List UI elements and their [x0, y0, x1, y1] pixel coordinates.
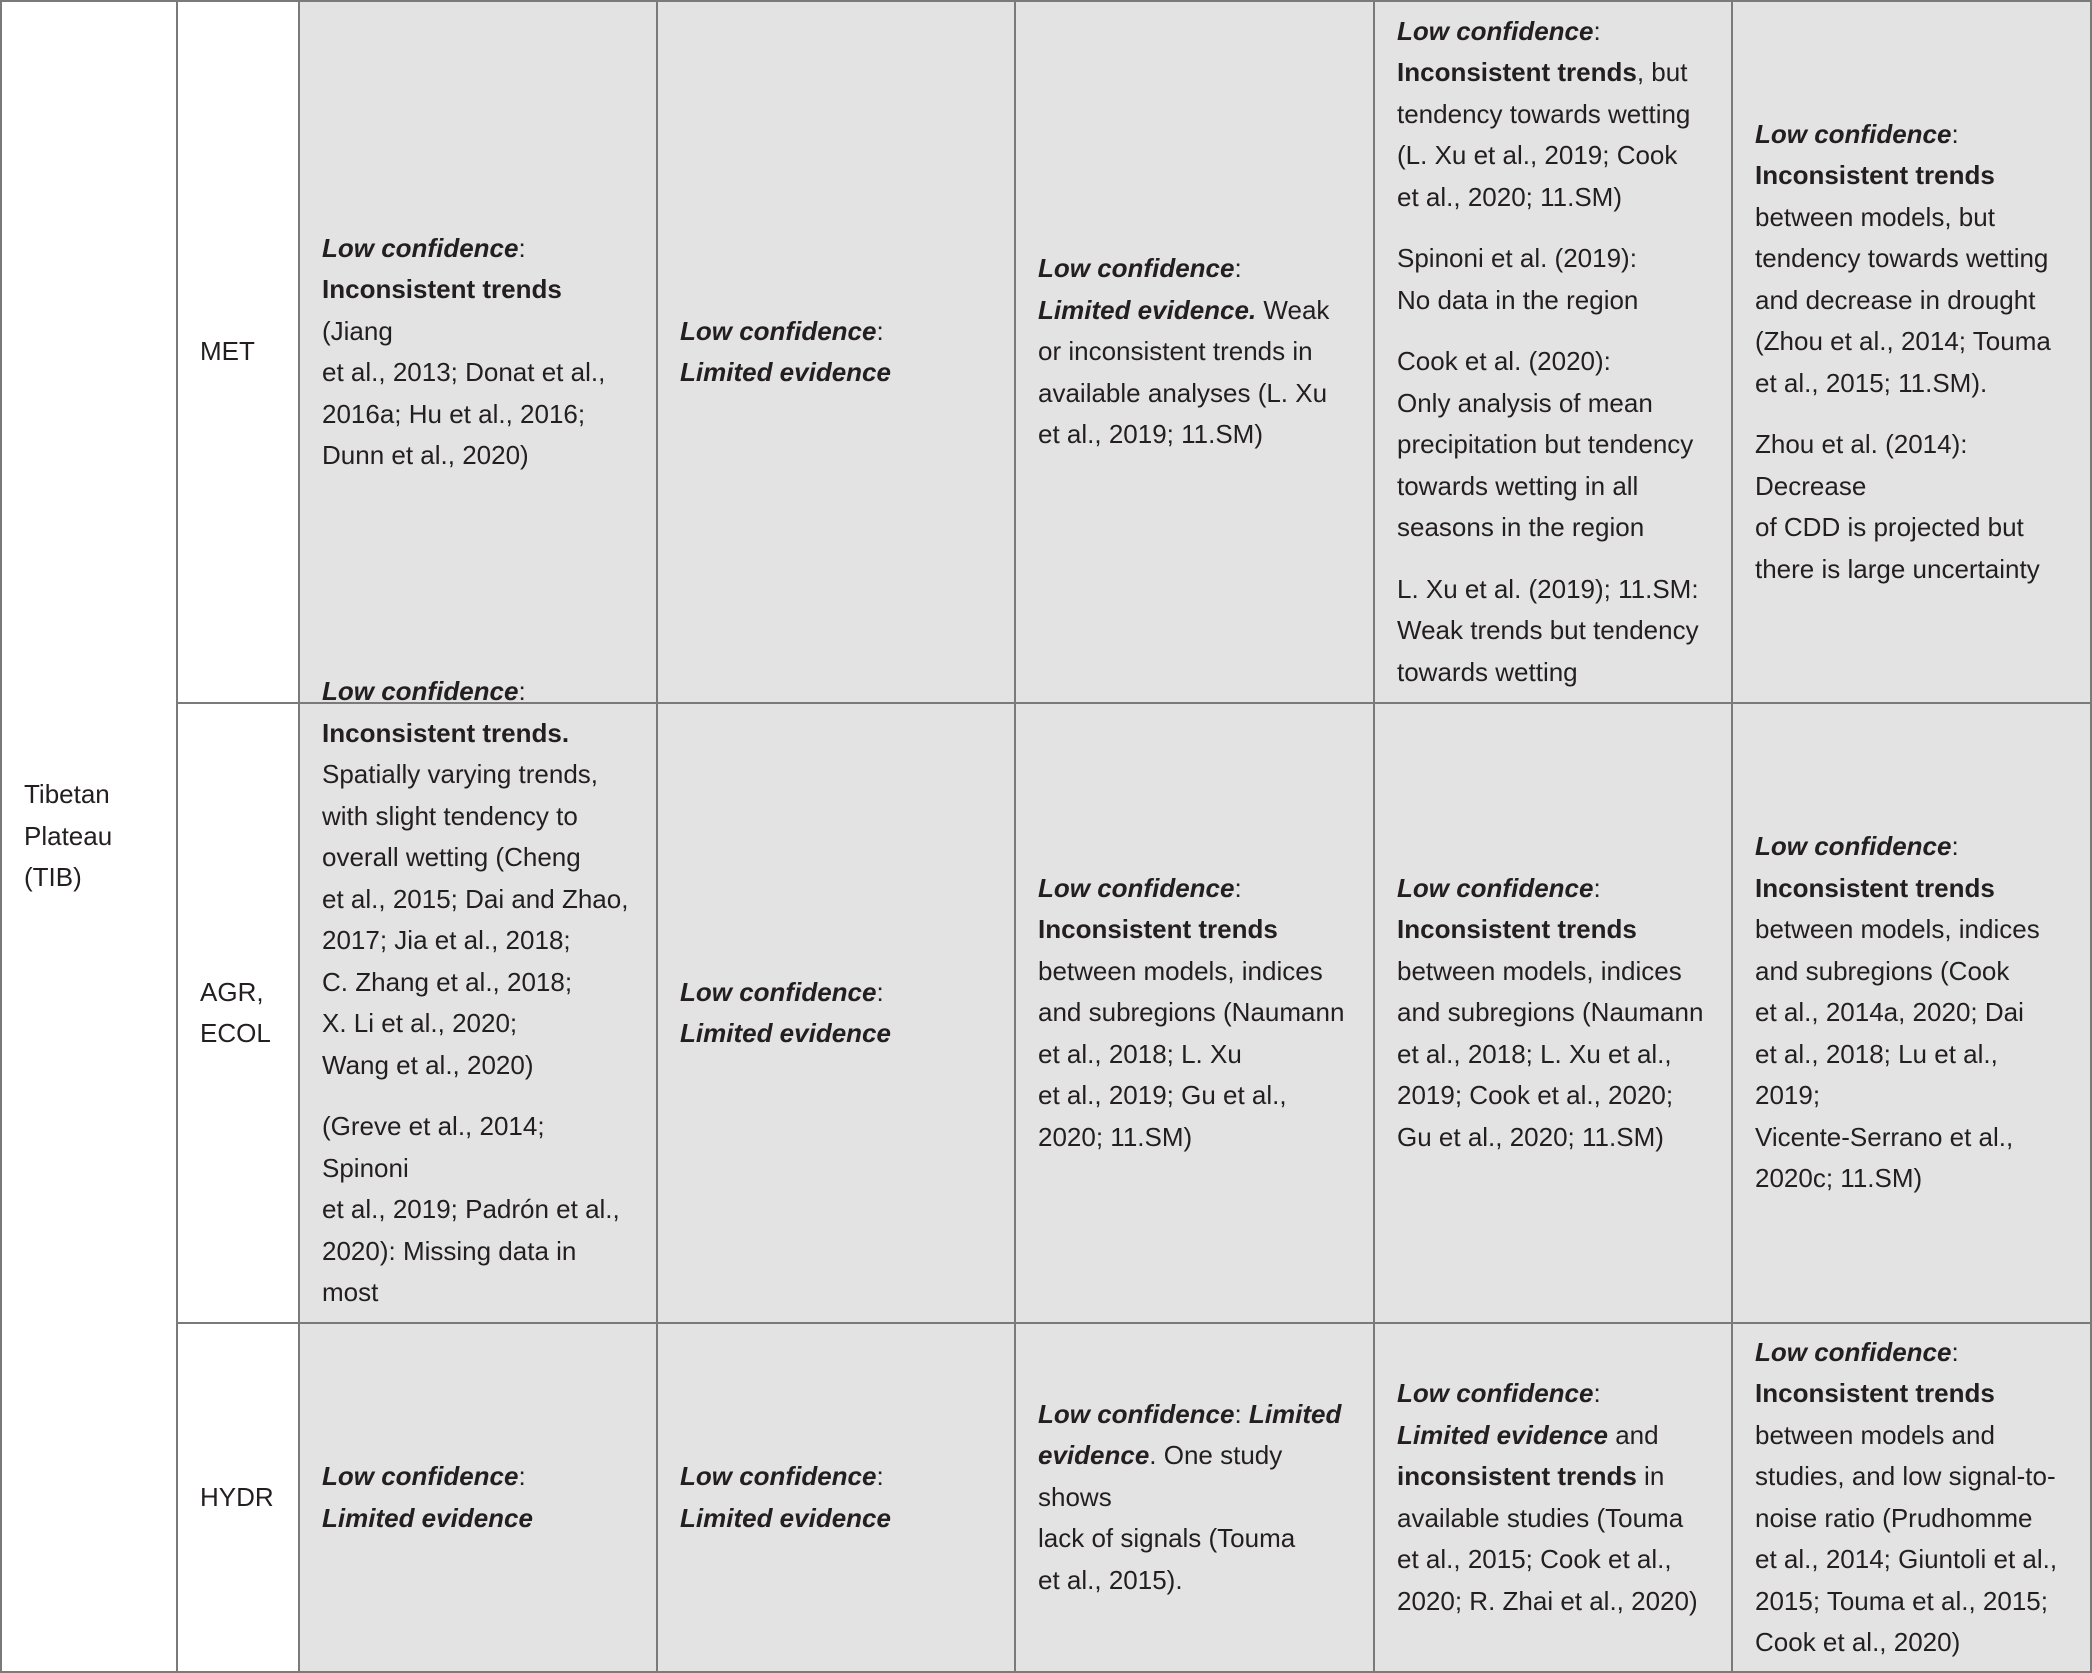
text-line [1755, 1581, 2070, 1623]
text-line [1397, 52, 1711, 94]
text-segment: Low confidence [1038, 872, 1235, 903]
observed-trends-cell [298, 676, 658, 1324]
text-line [1038, 1435, 1353, 1518]
cell-paragraph [1397, 868, 1711, 1159]
human-contribution-cell [656, 0, 1016, 704]
text-line [1038, 1394, 1353, 1436]
text-line [1755, 363, 2070, 405]
cell-paragraph [1397, 11, 1711, 219]
text-segment: tendency towards wetting [1755, 243, 2049, 274]
text-line [322, 1189, 636, 1231]
text-segment: Low confidence [1397, 1378, 1594, 1408]
text-segment: et al., 2014; Giuntoli et al., [1755, 1544, 2058, 1574]
text-segment: et al., 2019; Gu et al., [1038, 1080, 1287, 1111]
text-line [1755, 1332, 2070, 1374]
text-segment: Limited evidence [680, 1502, 891, 1533]
text-segment: Low confidence [1397, 15, 1594, 46]
text-segment: Limited evidence [680, 1018, 891, 1048]
text-segment: : [876, 315, 884, 346]
text-line [1038, 909, 1353, 951]
observed-trends-cell [298, 0, 658, 704]
text-segment: Weak [1256, 294, 1330, 325]
text-segment: Low confidence [322, 1461, 519, 1491]
text-segment: Limited evidence. [1038, 294, 1257, 325]
text-line [322, 435, 636, 477]
text-line [1397, 1456, 1711, 1498]
text-line [1755, 114, 2070, 156]
text-segment: 2020; 11.SM) [1038, 1121, 1193, 1152]
text-segment: Low confidence [680, 1461, 877, 1491]
text-line [1038, 1034, 1353, 1076]
text-line [1755, 424, 2070, 507]
region-name-line: Tibetan [24, 779, 110, 810]
text-segment: : [876, 976, 884, 1007]
text-segment: 2015; Touma et al., 2015; [1755, 1585, 2048, 1616]
text-segment: between models and [1755, 1419, 1995, 1450]
text-segment: Inconsistent trends [1755, 160, 1995, 191]
text-line [322, 1106, 636, 1189]
cell-paragraph [322, 228, 636, 477]
text-line [322, 352, 636, 394]
text-segment: et al., 2015; Cook et al., [1397, 1544, 1672, 1574]
projection-1-5c-cell [1014, 702, 1375, 1324]
text-segment: : [518, 676, 526, 706]
text-segment: and decrease in drought [1755, 284, 2036, 315]
text-segment: Inconsistent trends [1755, 872, 1995, 903]
text-line [1755, 1498, 2070, 1540]
region-name-line: Plateau [24, 820, 113, 851]
text-segment: evidence [1038, 1440, 1150, 1471]
text-line [1397, 1075, 1711, 1117]
text-line [322, 962, 636, 1004]
text-segment: Limited [1248, 1398, 1342, 1429]
text-segment: Low confidence [1038, 1398, 1235, 1429]
text-segment: Low confidence [322, 676, 519, 706]
text-line [1755, 549, 2070, 591]
text-segment: Cook et al. (2020): [1397, 346, 1611, 377]
cell-paragraph [1755, 114, 2070, 405]
text-line [1397, 507, 1711, 549]
text-segment: : [1593, 872, 1601, 903]
human-contribution-cell [656, 702, 1016, 1324]
cell-paragraph [1038, 248, 1353, 456]
cell-paragraph [1038, 1394, 1353, 1602]
text-segment: and subregions (Naumann [1397, 997, 1704, 1028]
text-line [322, 671, 636, 713]
text-line [1397, 238, 1711, 280]
text-line [322, 796, 636, 838]
text-segment: : [1951, 831, 1959, 862]
text-segment: 2020; R. Zhai et al., 2020) [1397, 1585, 1698, 1616]
text-line [680, 1498, 994, 1540]
text-segment: et al., 2018; L. Xu [1038, 1038, 1242, 1069]
text-segment: C. Zhang et al., 2018; [322, 966, 573, 997]
text-segment: Inconsistent trends [322, 274, 562, 304]
text-line [1755, 1117, 2070, 1159]
text-line [1755, 909, 2070, 951]
text-segment: 2016a; Hu et al., 2016; [322, 398, 586, 429]
text-line [1397, 569, 1711, 611]
text-line [1397, 1581, 1711, 1623]
text-segment: Weak trends but tendency [1397, 615, 1699, 646]
text-line [1397, 1415, 1711, 1457]
text-line [680, 352, 994, 394]
text-line [1397, 1373, 1711, 1415]
text-segment: between models, but [1755, 201, 1995, 232]
cell-paragraph [1397, 341, 1711, 549]
text-segment: No data in the region [1397, 284, 1639, 315]
text-line [1038, 414, 1353, 456]
text-line [1397, 1539, 1711, 1581]
text-segment: precipitation but tendency [1397, 429, 1694, 460]
text-segment: (L. Xu et al., 2019; Cook [1397, 140, 1678, 171]
cell-paragraph [1397, 238, 1711, 321]
text-line [1397, 135, 1711, 177]
text-line [1038, 1560, 1353, 1602]
text-segment: et al., 2019; Padrón et al., [322, 1194, 620, 1224]
text-segment: Low confidence [680, 315, 877, 346]
text-segment: with slight tendency to [322, 800, 578, 831]
text-segment: and [1607, 1419, 1659, 1450]
text-segment: 2020): Missing data in most [322, 1235, 577, 1307]
text-line [1755, 1034, 2070, 1117]
text-segment: and subregions (Naumann [1038, 997, 1345, 1028]
cell-paragraph [322, 1456, 636, 1539]
observed-trends-cell [298, 1322, 658, 1673]
text-line [1397, 1498, 1711, 1540]
text-line [1038, 992, 1353, 1034]
text-segment: Vicente-Serrano et al., [1755, 1121, 2014, 1152]
text-line [680, 311, 994, 353]
text-segment: : [1593, 1378, 1601, 1408]
text-segment: overall wetting (Cheng [322, 842, 581, 872]
text-segment: Low confidence [1755, 831, 1952, 862]
text-line [1038, 331, 1353, 373]
drought-type-label: HYDR [200, 1481, 274, 1512]
text-segment: inconsistent trends [1397, 1461, 1637, 1491]
text-line [1038, 1518, 1353, 1560]
projection-4c-cell [1731, 1322, 2092, 1673]
text-line [322, 1045, 636, 1087]
text-line [1397, 424, 1711, 466]
drought-type-cell [176, 702, 300, 1324]
text-line [1397, 1034, 1711, 1076]
text-line [322, 837, 636, 879]
text-segment: seasons in the region [1397, 512, 1645, 543]
text-line [1397, 280, 1711, 322]
text-segment: (Greve et al., 2014; Spinoni [322, 1111, 545, 1183]
text-segment: Low confidence [1038, 253, 1235, 284]
text-segment: 2017; Jia et al., 2018; [322, 925, 571, 955]
projection-2c-cell [1373, 1322, 1733, 1673]
text-segment: Only analysis of mean [1397, 387, 1653, 418]
text-segment: Low confidence [1755, 118, 1952, 149]
text-segment: et al., 2015; Dai and Zhao, [322, 883, 629, 914]
text-segment: : [1951, 1336, 1959, 1367]
text-line [1038, 248, 1353, 290]
text-line [1038, 951, 1353, 993]
text-line [1755, 951, 2070, 993]
text-line [1755, 155, 2070, 197]
text-line [1038, 373, 1353, 415]
cell-paragraph [1755, 424, 2070, 590]
text-line [322, 1231, 636, 1314]
text-segment: et al., 2019; 11.SM) [1038, 419, 1263, 450]
cell-paragraph [322, 671, 636, 1086]
region-name-line: (TIB) [24, 862, 82, 893]
text-segment: Limited evidence [322, 1502, 533, 1533]
cell-paragraph [680, 972, 994, 1055]
text-segment: : [1234, 872, 1242, 903]
text-segment: Low confidence [1397, 872, 1594, 903]
projection-1-5c-cell [1014, 1322, 1375, 1673]
text-line [1755, 197, 2070, 239]
projection-4c-cell [1731, 0, 2092, 704]
text-line [1038, 290, 1353, 332]
text-line [1397, 466, 1711, 508]
text-segment: available analyses (L. Xu [1038, 377, 1328, 408]
text-segment: noise ratio (Prudhomme [1755, 1502, 2033, 1533]
text-segment: Wang et al., 2020) [322, 1049, 534, 1080]
text-segment: 2020c; 11.SM) [1755, 1163, 1923, 1194]
text-segment: et al., 2014a, 2020; Dai [1755, 997, 2024, 1028]
text-line [680, 1456, 994, 1498]
drought-type-cell [176, 0, 300, 704]
projection-2c-cell [1373, 0, 1733, 704]
text-line [322, 713, 636, 755]
text-line [1755, 868, 2070, 910]
text-line [1397, 951, 1711, 993]
text-segment: available studies (Touma [1397, 1502, 1684, 1533]
text-segment: : [1951, 118, 1959, 149]
text-segment: Gu et al., 2020; 11.SM) [1397, 1121, 1664, 1152]
text-line [1755, 238, 2070, 280]
text-segment: or inconsistent trends in [1038, 336, 1313, 367]
text-line [1397, 868, 1711, 910]
projection-2c-cell [1373, 702, 1733, 1324]
text-segment: and subregions (Cook [1755, 955, 2010, 986]
text-segment: tendency towards wetting [1397, 98, 1691, 129]
text-segment: et al., 2015). [1038, 1564, 1183, 1595]
text-segment: Limited evidence [680, 357, 891, 387]
text-segment: between models, indices [1755, 914, 2040, 945]
text-segment: : [518, 1461, 526, 1491]
projection-4c-cell [1731, 702, 2092, 1324]
region-cell [0, 0, 178, 1673]
text-line [322, 228, 636, 270]
text-line [1397, 94, 1711, 136]
text-segment: L. Xu et al. (2019); 11.SM: [1397, 573, 1699, 604]
cell-paragraph [322, 1106, 636, 1355]
cell-paragraph [1038, 868, 1353, 1159]
cell-paragraph [680, 311, 994, 394]
text-line [680, 972, 994, 1014]
text-segment: towards wetting [1397, 656, 1578, 687]
text-segment: Inconsistent trends. [322, 717, 570, 748]
text-segment: between models, indices [1397, 955, 1682, 986]
text-segment: Spatially varying trends, [322, 759, 599, 789]
text-segment: : [518, 232, 526, 263]
text-line [1755, 1622, 2070, 1664]
text-line [1755, 1373, 2070, 1415]
text-segment: : [876, 1461, 884, 1491]
text-segment: et al., 2020; 11.SM) [1397, 181, 1622, 212]
text-line [1755, 992, 2070, 1034]
text-line [322, 1498, 636, 1540]
text-segment: between models, indices [1038, 955, 1323, 986]
text-segment: : [1593, 15, 1601, 46]
text-line [1755, 1456, 2070, 1498]
drought-type-cell [176, 1322, 300, 1673]
text-segment: studies, and low signal-to- [1755, 1461, 2056, 1491]
text-line [1397, 177, 1711, 219]
text-segment: (Jiang [322, 315, 393, 346]
text-segment: (Zhou et al., 2014; Touma [1755, 326, 2051, 357]
cell-paragraph [1755, 1332, 2070, 1664]
text-line [322, 1003, 636, 1045]
text-segment: . One study shows [1038, 1440, 1283, 1512]
cell-paragraph [1755, 826, 2070, 1200]
text-line [1397, 383, 1711, 425]
text-segment: et al., 2013; Donat et al., [322, 357, 606, 387]
text-segment: et al., 2015; 11.SM). [1755, 367, 1988, 398]
text-segment: towards wetting in all [1397, 470, 1639, 501]
text-line [322, 920, 636, 962]
cell-paragraph [680, 1456, 994, 1539]
text-line [1755, 1158, 2070, 1200]
text-segment: there is large uncertainty [1755, 553, 2040, 584]
text-segment: Inconsistent trends [1397, 57, 1637, 88]
text-line [322, 879, 636, 921]
text-line [322, 394, 636, 436]
text-line [1755, 280, 2070, 322]
text-line [1038, 1075, 1353, 1117]
text-line [1397, 1117, 1711, 1159]
text-line [1397, 11, 1711, 53]
text-segment: Inconsistent trends [1397, 914, 1637, 945]
text-segment: Low confidence [680, 976, 877, 1007]
text-segment: Zhou et al. (2014): Decrease [1755, 429, 1968, 501]
text-segment: Inconsistent trends [1755, 1378, 1995, 1408]
text-segment: Dunn et al., 2020) [322, 440, 529, 470]
text-segment: 2019; Cook et al., 2020; [1397, 1080, 1674, 1111]
text-line [1397, 341, 1711, 383]
text-segment: X. Li et al., 2020; [322, 1008, 518, 1038]
text-segment: Cook et al., 2020) [1755, 1627, 1961, 1657]
cell-paragraph [1397, 1373, 1711, 1622]
text-line [1038, 1117, 1353, 1159]
text-line [322, 754, 636, 796]
text-line [1397, 652, 1711, 694]
text-line [1038, 868, 1353, 910]
text-segment: : [1234, 1398, 1249, 1429]
text-segment: : [1234, 253, 1242, 284]
text-segment: Low confidence [1755, 1336, 1952, 1367]
text-line [1755, 321, 2070, 363]
text-line [322, 1456, 636, 1498]
text-line [1755, 1415, 2070, 1457]
text-line [1755, 826, 2070, 868]
text-segment: of CDD is projected but [1755, 512, 2024, 543]
text-line [680, 1013, 994, 1055]
text-line [1755, 507, 2070, 549]
human-contribution-cell [656, 1322, 1016, 1673]
text-segment: Spinoni et al. (2019): [1397, 243, 1637, 274]
text-segment: et al., 2018; L. Xu et al., [1397, 1038, 1672, 1069]
text-segment: Inconsistent trends [1038, 914, 1278, 945]
text-line [1397, 610, 1711, 652]
text-segment: et al., 2018; Lu et al., 2019; [1755, 1038, 1998, 1111]
text-segment: in [1636, 1461, 1665, 1491]
text-segment: , but [1636, 57, 1688, 88]
projection-1-5c-cell [1014, 0, 1375, 704]
cell-paragraph [1397, 569, 1711, 694]
drought-type-label: MET [200, 336, 255, 367]
text-line [1397, 992, 1711, 1034]
text-line [322, 269, 636, 352]
text-line [1397, 909, 1711, 951]
text-line [1755, 1539, 2070, 1581]
text-segment: lack of signals (Touma [1038, 1523, 1296, 1554]
text-segment: Low confidence [322, 232, 519, 263]
drought-type-label: ECOL [200, 1018, 271, 1048]
text-segment: Limited evidence [1397, 1419, 1608, 1450]
drought-type-label: AGR, [200, 976, 264, 1007]
